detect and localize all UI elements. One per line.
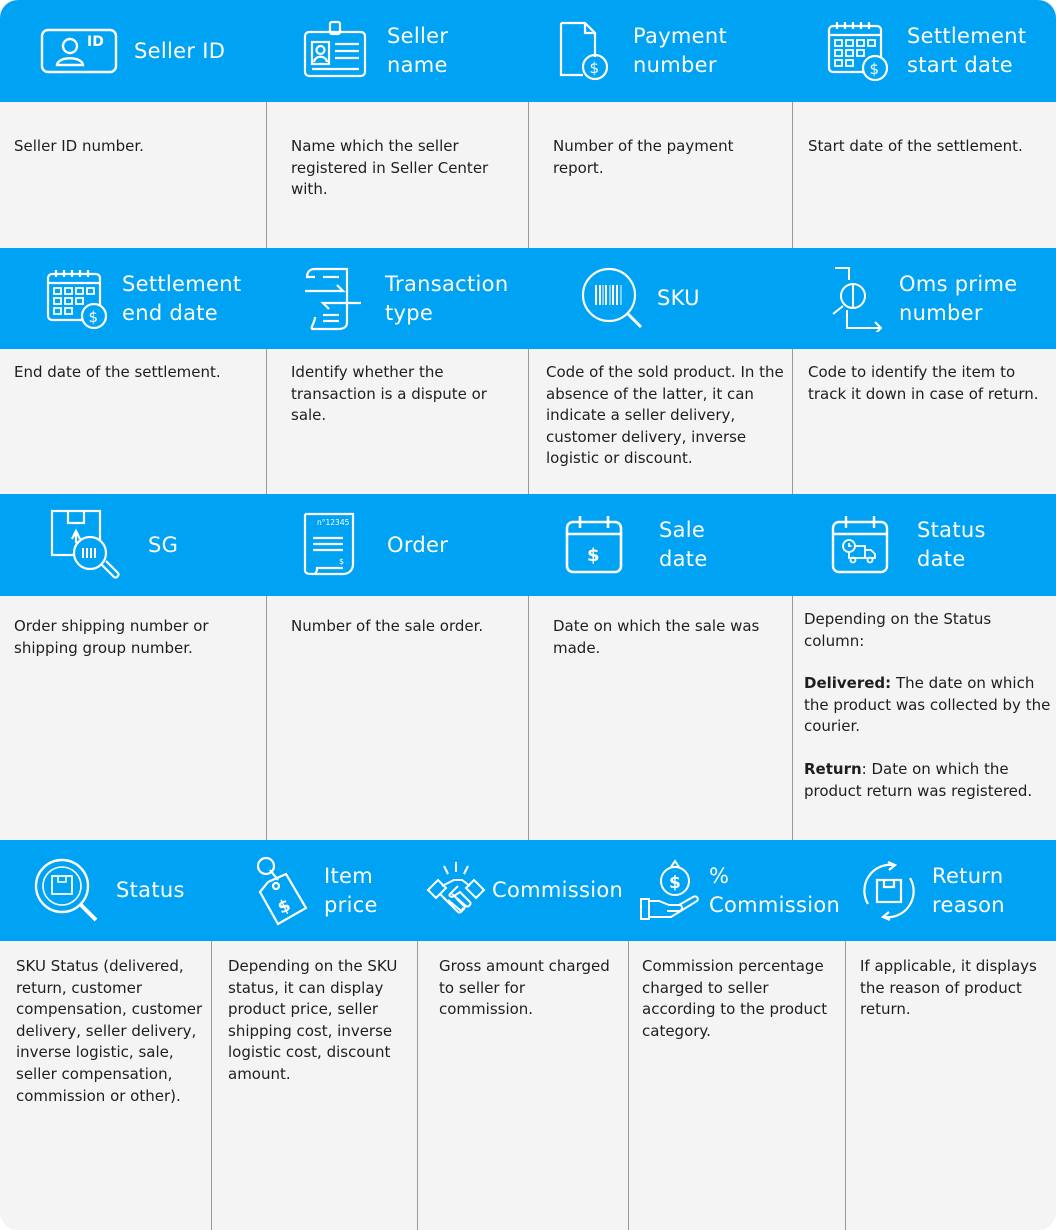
svg-text:$: $ [669,872,681,893]
header-seller-name [267,0,529,102]
desc-seller-name [267,102,529,248]
header-oms-prime-number [793,248,1056,349]
delivered-label: Delivered: [804,674,892,693]
desc-text: Number of the sale order. [291,617,484,635]
desc-text: Date on which the sale was made. [553,617,760,657]
return-box-icon [858,860,920,922]
desc-text: If applicable, it displays the reason of product return. [860,957,1037,1019]
desc-text: SKU Status (delivered, return, customer compensation, customer delivery, seller delivery, inverse logistic, sale, seller compensation, commission or other). [16,957,203,1105]
header-label: SKU [657,286,700,310]
header-settlement-start-date [793,0,1056,102]
header-label: Oms prime number [899,271,1018,325]
desc-settlement-start-date [793,102,1056,248]
desc-text: Commission percentage charged to seller according to the product category. [642,957,828,1040]
desc-text: End date of the settlement. [14,363,221,381]
desc-text: Identify whether the transaction is a dispute or sale. [291,363,487,425]
payment-document-icon [559,21,611,81]
description-row-1 [0,102,1056,248]
header-seller-id [0,0,267,102]
header-label: Settlement end date [122,271,242,325]
desc-text: Code to identify the item to track it down in case of return. [808,363,1039,403]
header-label: Transaction type [385,271,509,325]
header-label: Settlement start date [907,24,1027,77]
header-label: Return reason [932,863,1005,917]
header-label: Seller name [387,24,449,77]
svg-text:$: $ [589,59,600,77]
status-date-return [804,759,1052,802]
hand-money-icon [639,859,701,923]
desc-text: Number of the payment report. [553,137,734,177]
header-sale-date [529,494,793,596]
header-payment-number [529,0,793,102]
header-label: Status [116,878,185,902]
desc-settlement-end-date [0,349,267,494]
description-row-3 [0,596,1056,840]
header-label: Seller ID [134,38,226,63]
header-label: Order [387,532,449,557]
header-label: % Commission [709,863,841,917]
desc-seller-id [0,102,267,248]
badge-icon [303,20,367,82]
desc-item-price [212,941,418,1230]
desc-text: Order shipping number or shipping group number. [14,617,209,657]
transaction-document-icon [303,267,363,331]
desc-text: Depending on the SKU status, it can display product price, seller shipping cost, inverse logistic cost, discount amount. [228,957,398,1083]
header-band-3 [0,494,1056,596]
header-status-date [793,494,1056,596]
box-search-icon [34,858,100,924]
tracking-arrow-icon [831,266,885,332]
svg-text:$: $ [88,307,99,326]
svg-text:$: $ [587,545,600,566]
header-label: Status date [917,518,986,571]
header-band-4 [0,840,1056,941]
header-percent-commission [629,840,846,941]
desc-status [0,941,212,1230]
status-date-intro: Depending on the Status column: [804,610,992,650]
svg-text:$: $ [274,894,294,919]
header-commission [418,840,629,941]
header-band-1 [0,0,1056,102]
desc-sale-date [529,596,793,840]
desc-oms-prime-number [793,349,1056,494]
header-transaction-type [267,248,529,349]
desc-sg [0,596,267,840]
header-sg [0,494,267,596]
description-row-4 [0,941,1056,1230]
header-order [267,494,529,596]
header-item-price [212,840,418,941]
desc-transaction-type [267,349,529,494]
desc-percent-commission [629,941,846,1230]
desc-commission [418,941,629,1230]
handshake-icon [426,860,486,922]
header-band-2 [0,248,1056,349]
desc-text: Code of the sold product. In the absence of the latter, it can indicate a seller delivery, customer delivery, inverse logistic or discount. [546,363,784,468]
header-status [0,840,212,941]
price-tag-icon [252,856,310,926]
header-return-reason [846,840,1056,941]
return-text: : Date on which the product return was registered. [804,759,1033,800]
receipt-number: n°12345 [317,518,350,527]
svg-text:$: $ [869,60,880,78]
header-label: Payment number [633,24,728,77]
svg-text:$: $ [339,557,345,566]
header-label: Commission [492,878,624,902]
return-label: Return [804,759,862,778]
header-label: Sale date [659,518,708,571]
desc-status-date [793,596,1056,840]
calendar-dollar-icon [46,268,108,330]
header-label: SG [148,532,179,557]
calendar-truck-icon [831,514,889,576]
barcode-search-icon [581,267,645,331]
desc-payment-number [529,102,793,248]
delivered-text: The date on which the product was collected by the courier. [804,674,1051,736]
desc-return-reason [846,941,1056,1230]
calendar-dollar-icon [827,20,889,82]
header-label: Item price [324,863,378,917]
desc-text: Start date of the settlement. [808,137,1023,155]
header-settlement-end-date [0,248,267,349]
package-search-icon [50,509,124,581]
calendar-dollar-icon [565,514,623,576]
header-sku [529,248,793,349]
status-date-delivered [804,673,1052,738]
desc-text: Seller ID number. [14,137,144,155]
id-card-icon [40,27,118,75]
desc-order [267,596,529,840]
desc-text: Gross amount charged to seller for commission. [439,957,610,1019]
receipt-icon [303,512,355,578]
svg-text:ID: ID [87,34,104,50]
desc-sku [529,349,793,494]
desc-text: Name which the seller registered in Seller Center with. [291,137,489,199]
description-row-2 [0,349,1056,494]
